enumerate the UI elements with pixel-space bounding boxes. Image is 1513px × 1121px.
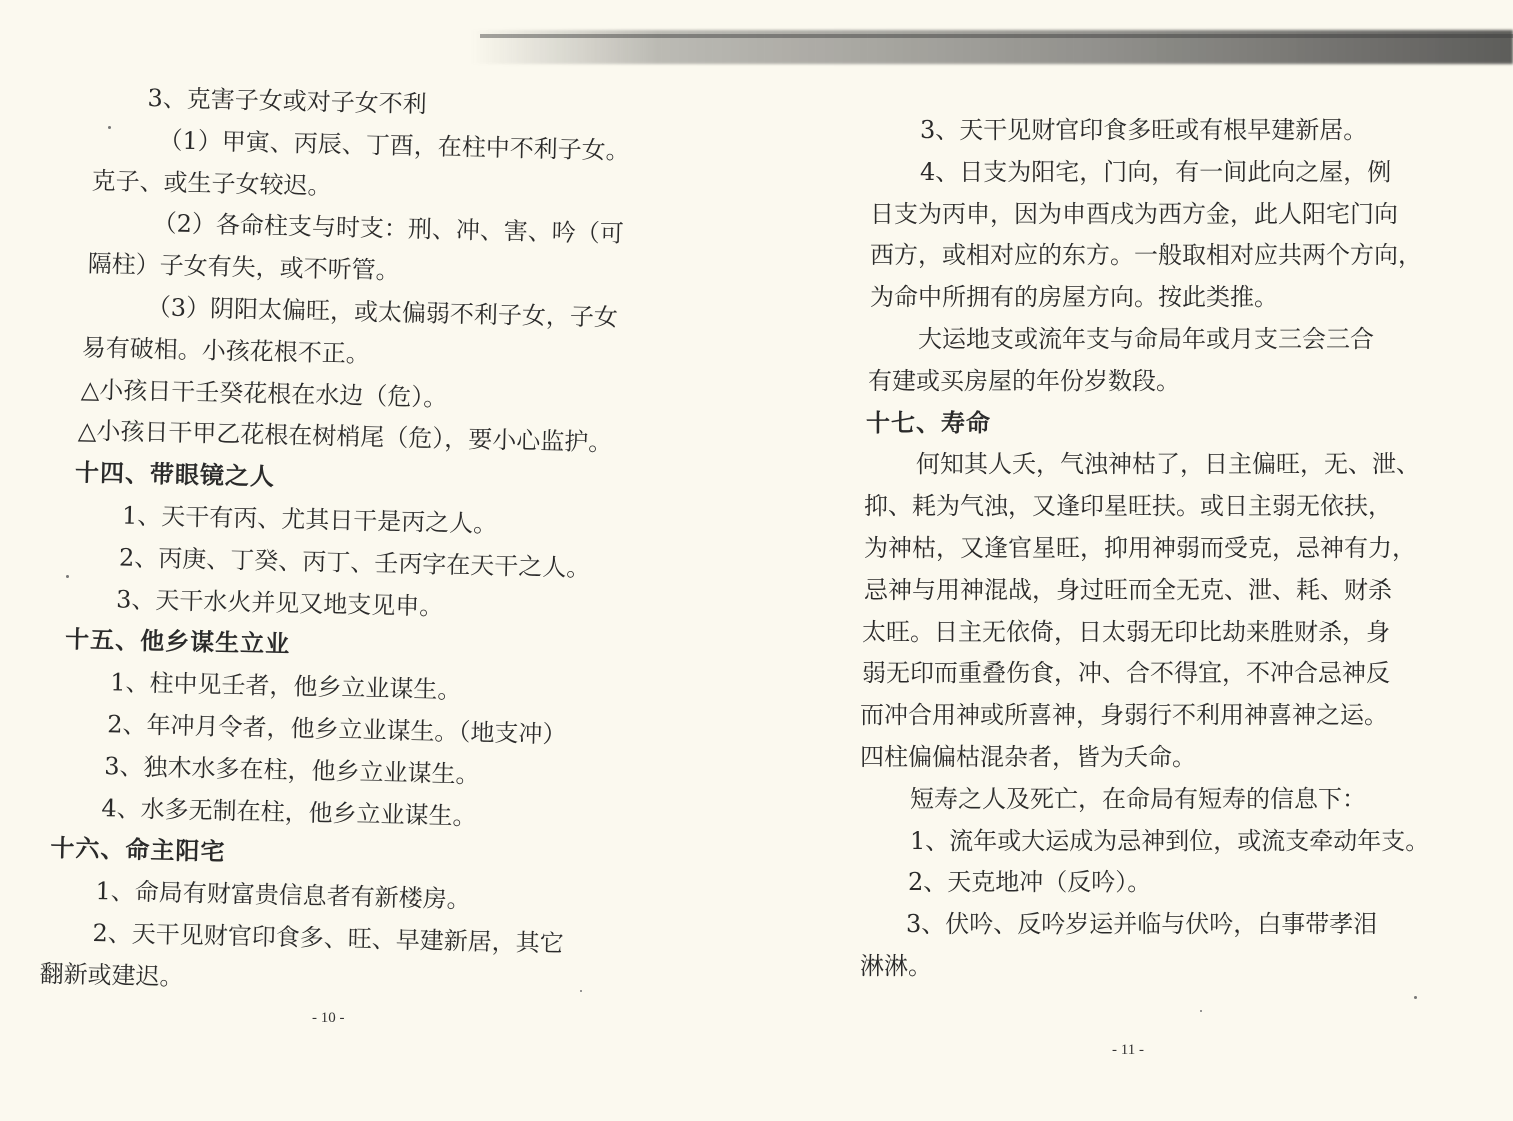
text-line: 2、天克地冲（反吟）。 bbox=[908, 868, 1152, 897]
text-line: 2、年冲月令者，他乡立业谋生。（地支冲） bbox=[106, 710, 567, 749]
text-line: 何知其人夭，气浊神枯了，日主偏旺，无、泄、 bbox=[916, 450, 1420, 479]
left-page bbox=[39, 76, 680, 1009]
text-line: 太旺。日主无依倚，日太弱无印比劫来胜财杀，身 bbox=[862, 617, 1390, 646]
text-line: 1、命局有财富贵信息者有新楼房。 bbox=[95, 877, 472, 914]
section-heading: 十四、带眼镜之人 bbox=[74, 458, 276, 492]
text-line: 淋淋。 bbox=[860, 951, 932, 980]
text-line: 3、独木水多在柱，他乡立业谋生。 bbox=[104, 751, 480, 789]
text-line: （1）甲寅、丙辰、丁酉，在柱中不利子女。 bbox=[158, 126, 631, 165]
text-line: 2、天干见财官印食多、旺、早建新居，其它 bbox=[92, 918, 565, 958]
section-heading: 十五、他乡谋生立业 bbox=[64, 625, 291, 659]
scan-speck bbox=[108, 126, 111, 129]
scan-speck bbox=[1200, 1010, 1202, 1012]
right-page-number: - 11 - bbox=[1112, 1042, 1144, 1058]
text-line: 4、水多无制在柱，他乡立业谋生。 bbox=[101, 793, 477, 831]
text-line: 弱无印而重叠伤食，冲、合不得宜，不冲合忌神反 bbox=[862, 659, 1390, 688]
text-line: 3、克害子女或对子女不利 bbox=[147, 83, 428, 119]
text-line: （3）阴阳太偏旺，或太偏弱不利子女，子女 bbox=[146, 293, 619, 332]
text-line: 克子、或生子女较迟。 bbox=[91, 166, 332, 200]
text-line: 1、流年或大运成为忌神到位，或流支牵动年支。 bbox=[910, 826, 1430, 855]
text-line: 有建或买房屋的年份岁数段。 bbox=[868, 366, 1180, 395]
text-line: 而冲合用神或所喜神，身弱行不利用神喜神之运。 bbox=[860, 701, 1388, 730]
text-line: 1、天干有丙、尤其日干是丙之人。 bbox=[121, 501, 498, 539]
text-line: 短寿之人及死亡，在命局有短寿的信息下： bbox=[910, 784, 1366, 813]
text-line: （2）各命柱支与时支：刑、冲、害、吟（可 bbox=[152, 209, 625, 249]
text-line: 抑、耗为气浊，又逢印星旺扶。或日主弱无依扶， bbox=[864, 492, 1392, 521]
scan-speck bbox=[66, 575, 69, 578]
text-line: △小孩日干甲乙花根在树梢尾（危），要小心监护。 bbox=[77, 416, 613, 457]
scan-speck bbox=[1414, 996, 1417, 999]
text-line: 1、柱中见壬者，他乡立业谋生。 bbox=[109, 668, 462, 705]
text-line: △小孩日干壬癸花根在水边（危）。 bbox=[80, 375, 448, 412]
text-line: 大运地支或流年支与命局年或月支三会三合 bbox=[918, 324, 1374, 353]
section-heading: 十七、寿命 bbox=[866, 408, 991, 437]
text-line: 4、日支为阳宅，门向，有一间此向之屋，例 bbox=[920, 157, 1392, 186]
text-line: 日支为丙申，因为申酉戌为西方金，此人阳宅门向 bbox=[870, 199, 1398, 228]
text-line: 四柱偏偏枯混杂者，皆为夭命。 bbox=[860, 742, 1196, 771]
scan-speck bbox=[580, 990, 582, 992]
scan-shadow-line bbox=[480, 34, 1513, 38]
text-line: 易有破相。小孩花根不正。 bbox=[81, 333, 371, 368]
text-line: 翻新或建迟。 bbox=[39, 959, 184, 991]
section-heading: 十六、命主阳宅 bbox=[50, 834, 226, 867]
text-line: 3、伏吟、反吟岁运并临与伏吟，白事带孝泪 bbox=[906, 910, 1378, 939]
left-page-number: - 10 - bbox=[312, 1010, 345, 1026]
text-line: 3、天干水火并见又地支见申。 bbox=[115, 584, 444, 621]
text-line: 为命中所拥有的房屋方向。按此类推。 bbox=[870, 283, 1278, 312]
text-line: 西方，或相对应的东方。一般取相对应共两个方向， bbox=[870, 241, 1422, 270]
right-page bbox=[860, 110, 1440, 988]
text-line: 为神枯，又逢官星旺，抑用神弱而受克，忌神有力， bbox=[864, 533, 1416, 562]
text-line: 2、丙庚、丁癸、丙丁、壬丙字在天干之人。 bbox=[118, 543, 591, 582]
text-line: 忌神与用神混战，身过旺而全无克、泄、耗、财杀 bbox=[864, 575, 1392, 604]
text-line: 3、天干见财官印食多旺或有根早建新居。 bbox=[920, 116, 1368, 144]
text-line: 隔柱）子女有失，或不听管。 bbox=[87, 249, 400, 285]
